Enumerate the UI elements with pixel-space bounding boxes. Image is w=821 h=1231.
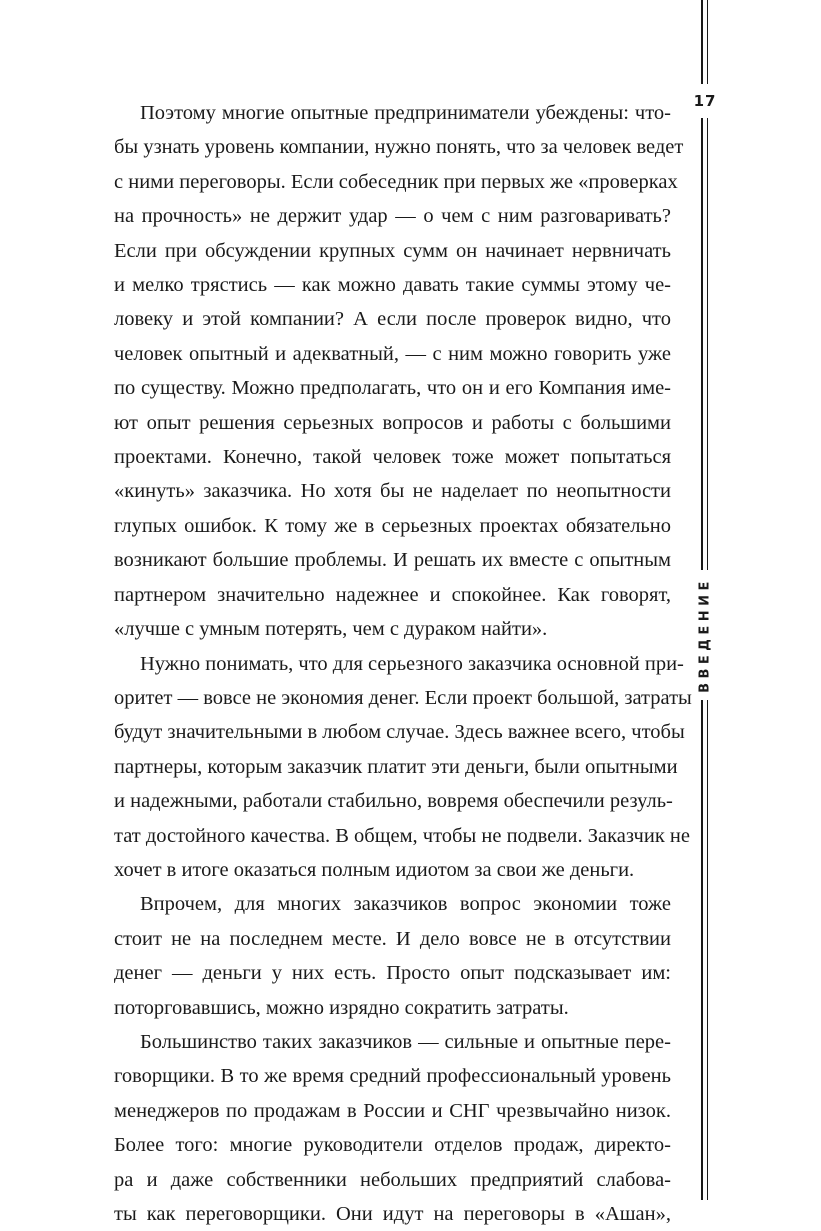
page-number: 17 xyxy=(693,92,717,110)
text-line: Поэтому многие опытные предприниматели убеждены: что- xyxy=(140,102,671,124)
text-line: говорщики. В то же время средний профессиональный уровень xyxy=(114,1065,671,1088)
text-line: и надежными, работали стабильно, вовремя обеспечили резуль- xyxy=(114,790,673,813)
text-line: будут значительными в любом случае. Здесь важнее всего, чтобы xyxy=(114,721,685,744)
text-line: денег — деньги у них есть. Просто опыт подсказывает им: xyxy=(114,962,671,985)
text-line: и мелко трястись — как можно давать такие суммы этому че- xyxy=(114,274,671,297)
margin-rule-top-left xyxy=(701,0,703,84)
margin-rule-middle-left xyxy=(701,118,703,570)
text-line: стоит не на последнем месте. И дело вовсе не в отсутствии xyxy=(114,927,671,950)
text-line: бы узнать уровень компании, нужно понять, что за человек ведет xyxy=(114,136,684,159)
text-line: Нужно понимать, что для серьезного заказчика основной при- xyxy=(140,652,684,675)
text-line: Большинство таких заказчиков — сильные и опытные пере- xyxy=(140,1030,671,1053)
text-line: возникают большие проблемы. И решать их вместе с опытным xyxy=(114,549,671,572)
margin-rule-top-right xyxy=(707,0,709,84)
text-line: ловеку и этой компании? А если после проверок видно, что xyxy=(114,308,671,331)
section-label: ВВЕДЕНИЕ xyxy=(697,577,713,693)
margin-rule-bottom-right xyxy=(707,700,709,1200)
text-line: «лучше с умным потерять, чем с дураком найти». xyxy=(114,618,548,641)
text-line: партнером значительно надежнее и спокойнее. Как говорят, xyxy=(114,583,671,606)
text-line: человек опытный и адекватный, — с ним можно говорить уже xyxy=(114,342,671,365)
text-line: проектами. Конечно, такой человек тоже может попытаться xyxy=(114,446,671,469)
text-line: партнеры, которым заказчик платит эти деньги, были опытными xyxy=(114,755,678,778)
text-line: Впрочем, для многих заказчиков вопрос экономии тоже xyxy=(140,893,671,916)
text-line: «кинуть» заказчика. Но хотя бы не наделает по неопытности xyxy=(114,480,671,503)
text-line: хочет в итоге оказаться полным идиотом за свои же деньги. xyxy=(114,858,635,881)
paragraph-4 xyxy=(88,1025,671,1231)
text-line: на прочность» не держит удар — о чем с ним разговаривать? xyxy=(114,205,671,228)
text-line: тат достойного качества. В общем, чтобы не подвели. Заказчик не xyxy=(114,824,690,847)
body-text xyxy=(88,96,692,1231)
paragraph-3 xyxy=(88,887,671,1025)
text-line: Более того: многие руководители отделов продаж, директо- xyxy=(114,1134,671,1157)
text-line: оритет — вовсе не экономия денег. Если проект большой, затраты xyxy=(114,686,692,709)
paragraph-2 xyxy=(88,647,692,888)
margin-rule-bottom-left xyxy=(701,700,703,1200)
paragraph-1 xyxy=(88,96,684,647)
text-line: ты как переговорщики. Они идут на переговоры в «Ашан», xyxy=(114,1203,671,1225)
text-line: ра и даже собственники небольших предприятий слабова- xyxy=(114,1168,671,1191)
text-line: Если при обсуждении крупных сумм он начинает нервничать xyxy=(114,239,671,262)
text-line: поторговавшись, можно изрядно сократить затраты. xyxy=(114,996,569,1019)
margin-rule-middle-right xyxy=(707,118,709,570)
text-line: менеджеров по продажам в России и СНГ чрезвычайно низок. xyxy=(114,1099,671,1122)
text-line: глупых ошибок. К тому же в серьезных проектах обязательно xyxy=(114,514,671,537)
text-line: с ними переговоры. Если собеседник при первых же «проверках xyxy=(114,170,678,193)
text-line: ют опыт решения серьезных вопросов и работы с большими xyxy=(114,411,671,434)
text-line: по существу. Можно предполагать, что он и его Компания име- xyxy=(114,377,671,400)
